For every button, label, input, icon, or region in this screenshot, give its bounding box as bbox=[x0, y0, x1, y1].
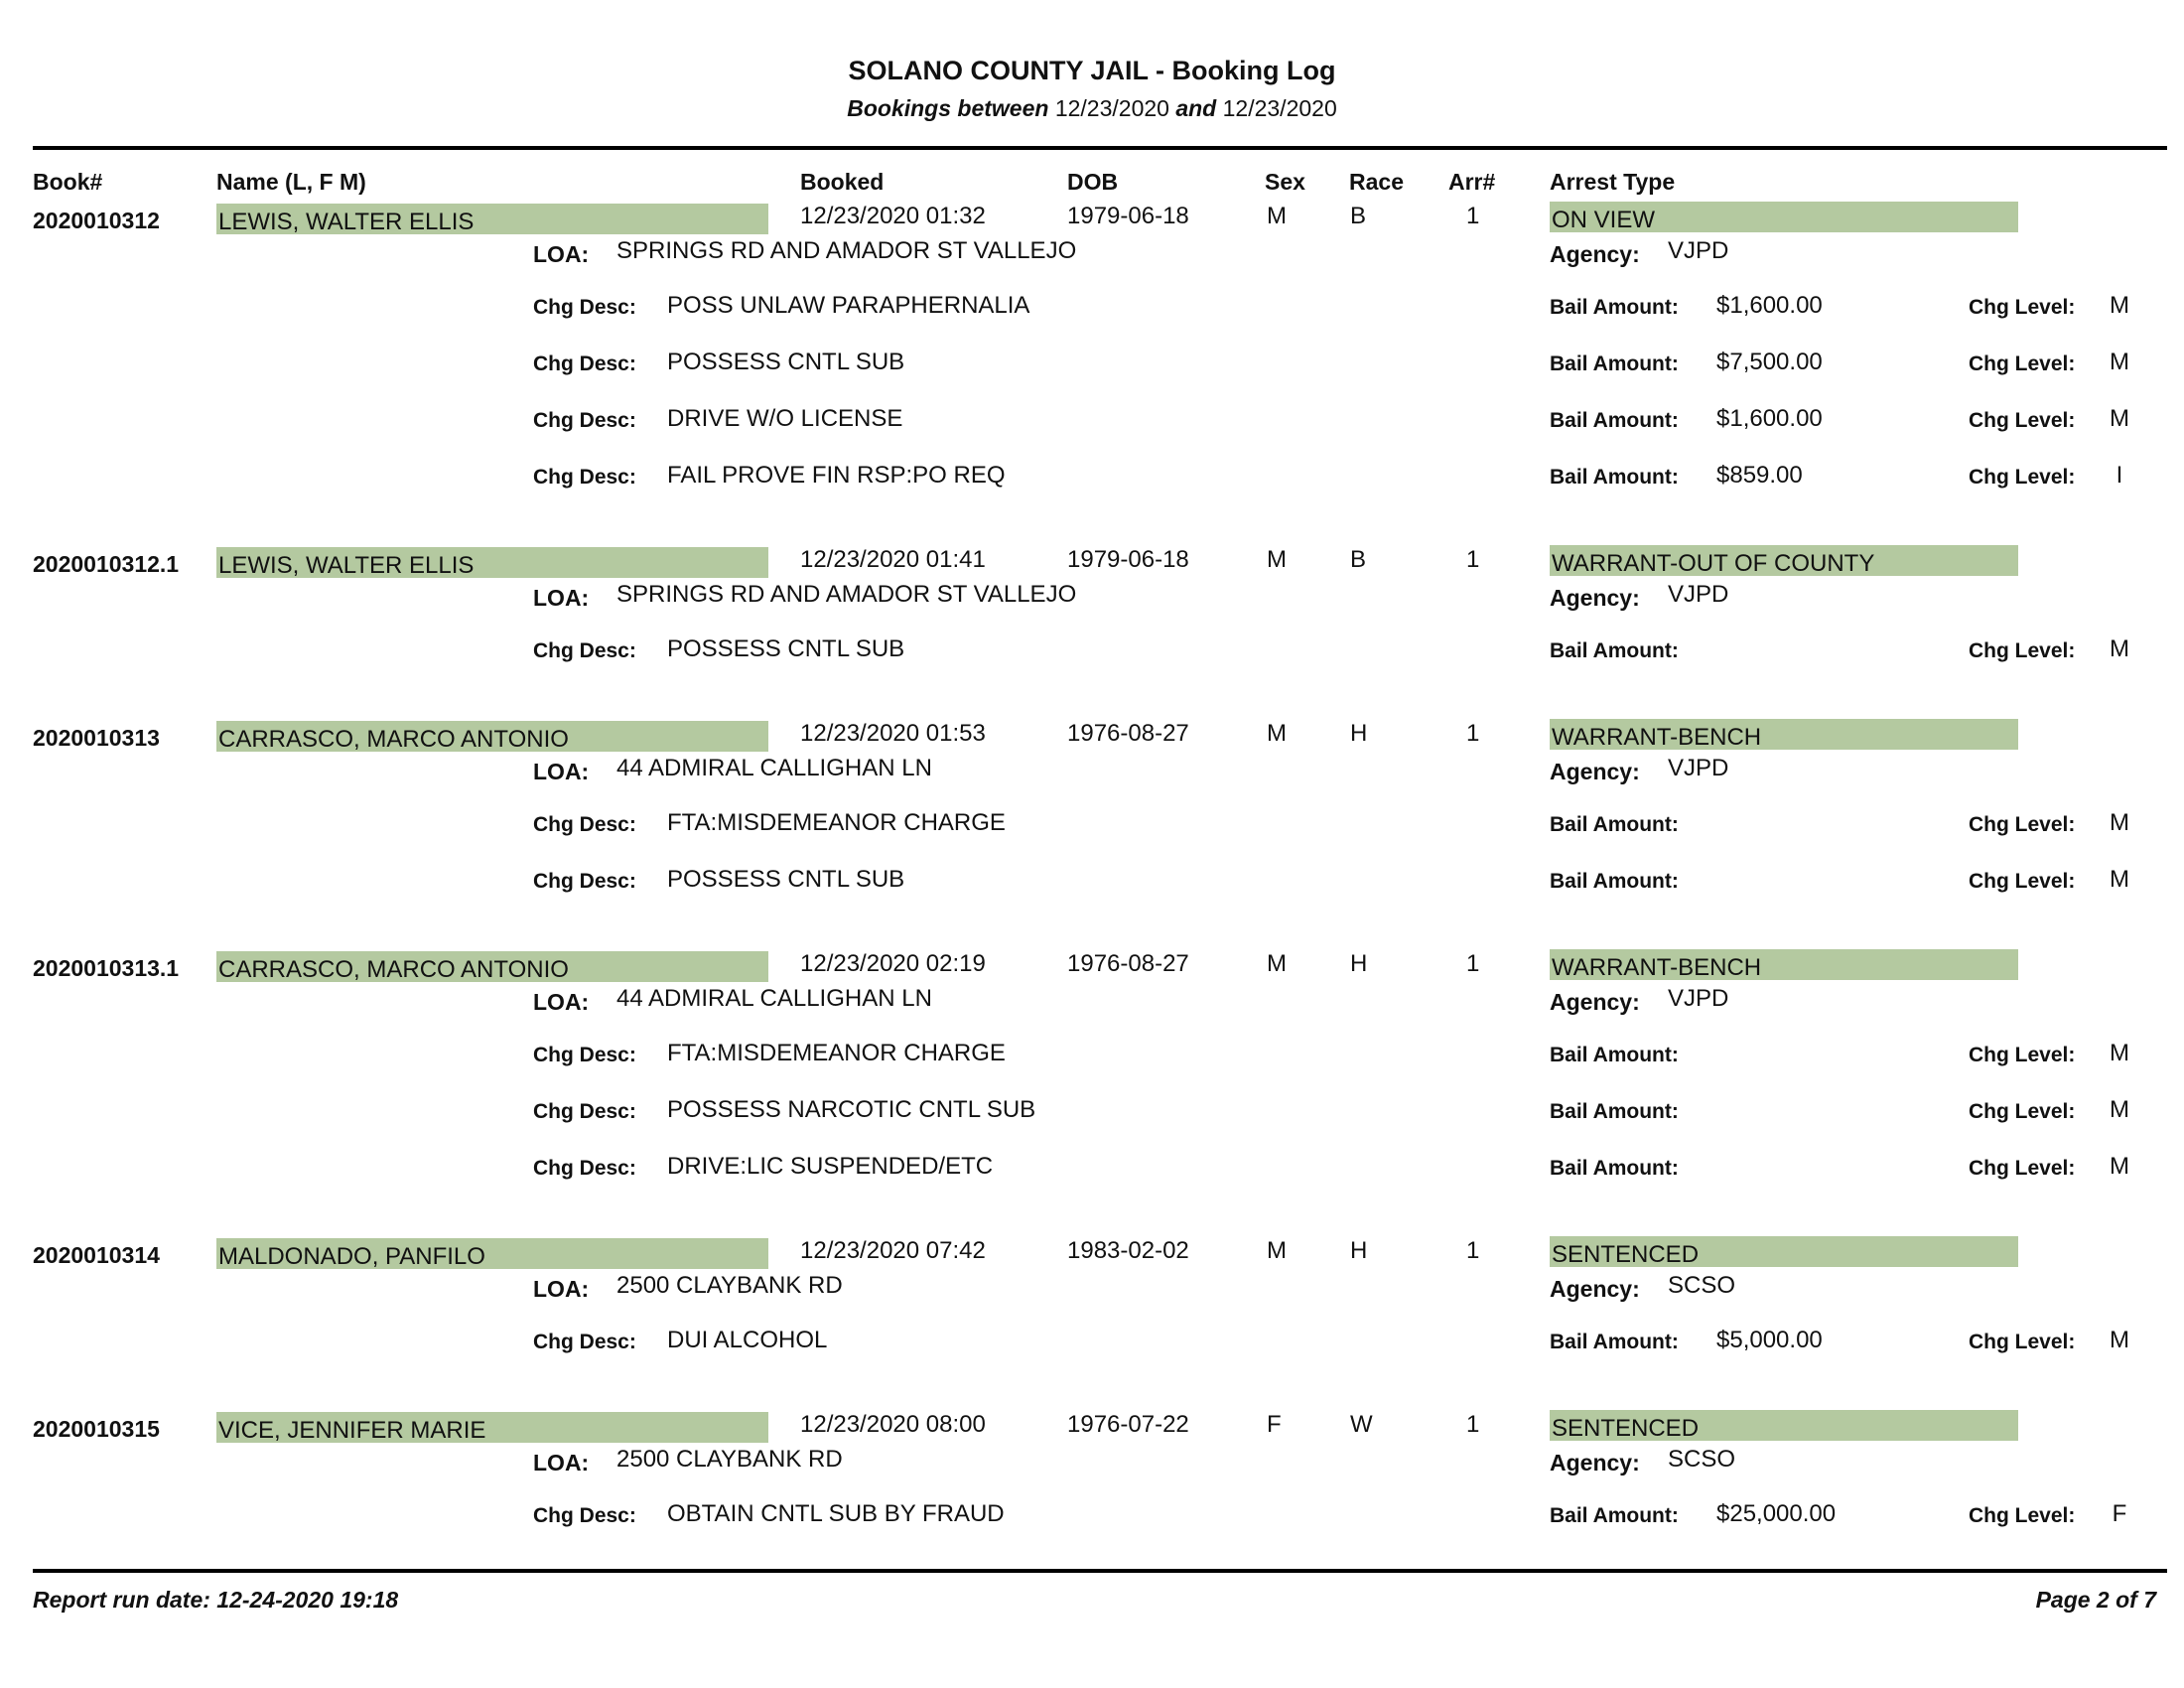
charge-description: FTA:MISDEMEANOR CHARGE bbox=[667, 1040, 1006, 1066]
chg-level-label: Chg Level: bbox=[1969, 1157, 2076, 1180]
loa-label: LOA: bbox=[533, 1450, 590, 1476]
bail-amount-label: Bail Amount: bbox=[1550, 1100, 1679, 1123]
chg-level-label: Chg Level: bbox=[1969, 466, 2076, 489]
chg-desc-label: Chg Desc: bbox=[533, 870, 636, 893]
charge-level: M bbox=[2110, 405, 2129, 432]
chg-desc-label: Chg Desc: bbox=[533, 409, 636, 432]
name-highlight bbox=[216, 721, 768, 752]
agency-label: Agency: bbox=[1550, 241, 1640, 267]
charge-description: DRIVE:LIC SUSPENDED/ETC bbox=[667, 1153, 994, 1180]
chg-level-label: Chg Level: bbox=[1969, 870, 2076, 893]
header-booked: Booked bbox=[800, 169, 885, 195]
start-date: 12/23/2020 bbox=[1054, 95, 1169, 121]
sex: M bbox=[1267, 546, 1287, 573]
report-subtitle bbox=[0, 95, 2184, 122]
race: H bbox=[1350, 1237, 1368, 1264]
chg-desc-label: Chg Desc: bbox=[533, 296, 636, 319]
name-highlight bbox=[216, 204, 768, 234]
bail-amount: $859.00 bbox=[1716, 462, 1803, 489]
header-arr: Arr# bbox=[1448, 169, 1496, 195]
agency: SCSO bbox=[1668, 1446, 1736, 1473]
arrest-type-highlight bbox=[1550, 719, 2018, 750]
bail-amount-label: Bail Amount: bbox=[1550, 352, 1679, 375]
charge-level: M bbox=[2110, 1327, 2129, 1353]
header-book: Book# bbox=[33, 169, 103, 195]
charge-description: POSSESS CNTL SUB bbox=[667, 635, 905, 662]
charge-level: F bbox=[2112, 1500, 2127, 1527]
arrest-number: 1 bbox=[1466, 950, 1480, 977]
agency-label: Agency: bbox=[1550, 989, 1640, 1015]
sex: M bbox=[1267, 950, 1287, 977]
chg-desc-label: Chg Desc: bbox=[533, 466, 636, 489]
book-number: 2020010312.1 bbox=[33, 551, 180, 577]
booked-datetime: 12/23/2020 07:42 bbox=[800, 1237, 986, 1264]
location-of-arrest: SPRINGS RD AND AMADOR ST VALLEJO bbox=[616, 237, 1077, 264]
charge-description: POSSESS CNTL SUB bbox=[667, 866, 905, 893]
header-arrest-type: Arrest Type bbox=[1550, 169, 1676, 195]
bail-amount: $25,000.00 bbox=[1716, 1500, 1837, 1527]
arrest-type-highlight bbox=[1550, 545, 2018, 576]
location-of-arrest: 2500 CLAYBANK RD bbox=[616, 1446, 843, 1473]
dob: 1976-08-27 bbox=[1067, 720, 1189, 747]
race: B bbox=[1350, 546, 1367, 573]
charge-level: M bbox=[2110, 1040, 2129, 1066]
end-date: 12/23/2020 bbox=[1222, 95, 1337, 121]
chg-desc-label: Chg Desc: bbox=[533, 639, 636, 662]
chg-level-label: Chg Level: bbox=[1969, 1044, 2076, 1066]
arrest-number: 1 bbox=[1466, 1237, 1480, 1264]
bail-amount-label: Bail Amount: bbox=[1550, 296, 1679, 319]
header-dob: DOB bbox=[1067, 169, 1119, 195]
charge-description: FTA:MISDEMEANOR CHARGE bbox=[667, 809, 1006, 836]
charge-level: M bbox=[2110, 809, 2129, 836]
name-highlight bbox=[216, 951, 768, 982]
inmate-name: LEWIS, WALTER ELLIS bbox=[218, 552, 475, 579]
header-race: Race bbox=[1349, 169, 1404, 195]
agency: VJPD bbox=[1668, 581, 1729, 608]
bail-amount-label: Bail Amount: bbox=[1550, 639, 1679, 662]
bottom-divider bbox=[33, 1569, 2167, 1573]
inmate-name: LEWIS, WALTER ELLIS bbox=[218, 209, 475, 235]
chg-level-label: Chg Level: bbox=[1969, 409, 2076, 432]
agency-label: Agency: bbox=[1550, 1276, 1640, 1302]
loa-label: LOA: bbox=[533, 585, 590, 611]
booked-datetime: 12/23/2020 01:53 bbox=[800, 720, 986, 747]
charge-level: M bbox=[2110, 635, 2129, 662]
bail-amount: $1,600.00 bbox=[1716, 292, 1823, 319]
chg-level-label: Chg Level: bbox=[1969, 1100, 2076, 1123]
loa-label: LOA: bbox=[533, 241, 590, 267]
agency-label: Agency: bbox=[1550, 759, 1640, 784]
chg-level-label: Chg Level: bbox=[1969, 296, 2076, 319]
dob: 1979-06-18 bbox=[1067, 203, 1189, 229]
race: W bbox=[1350, 1411, 1373, 1438]
charge-description: DUI ALCOHOL bbox=[667, 1327, 828, 1353]
bail-amount: $5,000.00 bbox=[1716, 1327, 1823, 1353]
arrest-type-highlight bbox=[1550, 202, 2018, 232]
charge-description: FAIL PROVE FIN RSP:PO REQ bbox=[667, 462, 1006, 489]
charge-description: POSSESS NARCOTIC CNTL SUB bbox=[667, 1096, 1036, 1123]
agency: VJPD bbox=[1668, 985, 1729, 1012]
name-highlight bbox=[216, 1412, 768, 1443]
inmate-name: VICE, JENNIFER MARIE bbox=[218, 1417, 486, 1444]
dob: 1983-02-02 bbox=[1067, 1237, 1189, 1264]
chg-level-label: Chg Level: bbox=[1969, 1504, 2076, 1527]
arrest-type-highlight bbox=[1550, 1410, 2018, 1441]
arrest-type: WARRANT-BENCH bbox=[1552, 954, 1762, 981]
arrest-type: SENTENCED bbox=[1552, 1415, 1700, 1442]
agency-label: Agency: bbox=[1550, 585, 1640, 611]
book-number: 2020010312 bbox=[33, 208, 160, 233]
bail-amount-label: Bail Amount: bbox=[1550, 813, 1679, 836]
subtitle-prefix: Bookings between bbox=[847, 95, 1049, 121]
charge-description: OBTAIN CNTL SUB BY FRAUD bbox=[667, 1500, 1005, 1527]
arrest-number: 1 bbox=[1466, 203, 1480, 229]
arrest-type-highlight bbox=[1550, 949, 2018, 980]
charge-level: M bbox=[2110, 866, 2129, 893]
arrest-type: ON VIEW bbox=[1552, 207, 1656, 233]
race: B bbox=[1350, 203, 1367, 229]
bail-amount-label: Bail Amount: bbox=[1550, 466, 1679, 489]
chg-level-label: Chg Level: bbox=[1969, 639, 2076, 662]
chg-level-label: Chg Level: bbox=[1969, 1331, 2076, 1353]
inmate-name: CARRASCO, MARCO ANTONIO bbox=[218, 956, 569, 983]
charge-level: M bbox=[2110, 349, 2129, 375]
bail-amount-label: Bail Amount: bbox=[1550, 1504, 1679, 1527]
dob: 1976-08-27 bbox=[1067, 950, 1189, 977]
booked-datetime: 12/23/2020 08:00 bbox=[800, 1411, 986, 1438]
charge-description: DRIVE W/O LICENSE bbox=[667, 405, 903, 432]
loa-label: LOA: bbox=[533, 759, 590, 784]
book-number: 2020010315 bbox=[33, 1416, 160, 1442]
arrest-number: 1 bbox=[1466, 720, 1480, 747]
bail-amount-label: Bail Amount: bbox=[1550, 1044, 1679, 1066]
chg-level-label: Chg Level: bbox=[1969, 813, 2076, 836]
race: H bbox=[1350, 950, 1368, 977]
top-divider bbox=[33, 146, 2167, 150]
location-of-arrest: SPRINGS RD AND AMADOR ST VALLEJO bbox=[616, 581, 1077, 608]
bail-amount-label: Bail Amount: bbox=[1550, 1157, 1679, 1180]
charge-level: M bbox=[2110, 1153, 2129, 1180]
arrest-number: 1 bbox=[1466, 1411, 1480, 1438]
agency: VJPD bbox=[1668, 755, 1729, 781]
bail-amount: $7,500.00 bbox=[1716, 349, 1823, 375]
arrest-type: WARRANT-BENCH bbox=[1552, 724, 1762, 751]
header-name: Name (L, F M) bbox=[216, 169, 366, 195]
chg-desc-label: Chg Desc: bbox=[533, 1100, 636, 1123]
report-run-date: Report run date: 12-24-2020 19:18 bbox=[33, 1587, 399, 1613]
bail-amount: $1,600.00 bbox=[1716, 405, 1823, 432]
inmate-name: CARRASCO, MARCO ANTONIO bbox=[218, 726, 569, 753]
charge-description: POSSESS CNTL SUB bbox=[667, 349, 905, 375]
dob: 1979-06-18 bbox=[1067, 546, 1189, 573]
charge-level: M bbox=[2110, 1096, 2129, 1123]
location-of-arrest: 2500 CLAYBANK RD bbox=[616, 1272, 843, 1299]
dob: 1976-07-22 bbox=[1067, 1411, 1189, 1438]
sex: M bbox=[1267, 720, 1287, 747]
loa-label: LOA: bbox=[533, 989, 590, 1015]
book-number: 2020010314 bbox=[33, 1242, 160, 1268]
inmate-name: MALDONADO, PANFILO bbox=[218, 1243, 485, 1270]
sex: M bbox=[1267, 1237, 1287, 1264]
booked-datetime: 12/23/2020 01:32 bbox=[800, 203, 986, 229]
bail-amount-label: Bail Amount: bbox=[1550, 409, 1679, 432]
booked-datetime: 12/23/2020 02:19 bbox=[800, 950, 986, 977]
sex: F bbox=[1267, 1411, 1282, 1438]
location-of-arrest: 44 ADMIRAL CALLIGHAN LN bbox=[616, 985, 932, 1012]
bail-amount-label: Bail Amount: bbox=[1550, 870, 1679, 893]
arrest-type-highlight bbox=[1550, 1236, 2018, 1267]
agency-label: Agency: bbox=[1550, 1450, 1640, 1476]
book-number: 2020010313.1 bbox=[33, 955, 180, 981]
arrest-number: 1 bbox=[1466, 546, 1480, 573]
chg-desc-label: Chg Desc: bbox=[533, 1504, 636, 1527]
loa-label: LOA: bbox=[533, 1276, 590, 1302]
name-highlight bbox=[216, 547, 768, 578]
name-highlight bbox=[216, 1238, 768, 1269]
race: H bbox=[1350, 720, 1368, 747]
charge-level: I bbox=[2116, 462, 2123, 489]
chg-level-label: Chg Level: bbox=[1969, 352, 2076, 375]
agency: SCSO bbox=[1668, 1272, 1736, 1299]
page-number: Page 2 of 7 bbox=[2035, 1587, 2156, 1613]
report-title: SOLANO COUNTY JAIL - Booking Log bbox=[848, 56, 1336, 85]
chg-desc-label: Chg Desc: bbox=[533, 813, 636, 836]
arrest-type: SENTENCED bbox=[1552, 1241, 1700, 1268]
agency: VJPD bbox=[1668, 237, 1729, 264]
arrest-type: WARRANT-OUT OF COUNTY bbox=[1552, 550, 1875, 577]
chg-desc-label: Chg Desc: bbox=[533, 352, 636, 375]
chg-desc-label: Chg Desc: bbox=[533, 1044, 636, 1066]
subtitle-and: and bbox=[1175, 95, 1217, 121]
sex: M bbox=[1267, 203, 1287, 229]
location-of-arrest: 44 ADMIRAL CALLIGHAN LN bbox=[616, 755, 932, 781]
charge-level: M bbox=[2110, 292, 2129, 319]
charge-description: POSS UNLAW PARAPHERNALIA bbox=[667, 292, 1030, 319]
bail-amount-label: Bail Amount: bbox=[1550, 1331, 1679, 1353]
chg-desc-label: Chg Desc: bbox=[533, 1331, 636, 1353]
header-sex: Sex bbox=[1265, 169, 1305, 195]
book-number: 2020010313 bbox=[33, 725, 160, 751]
chg-desc-label: Chg Desc: bbox=[533, 1157, 636, 1180]
booked-datetime: 12/23/2020 01:41 bbox=[800, 546, 986, 573]
